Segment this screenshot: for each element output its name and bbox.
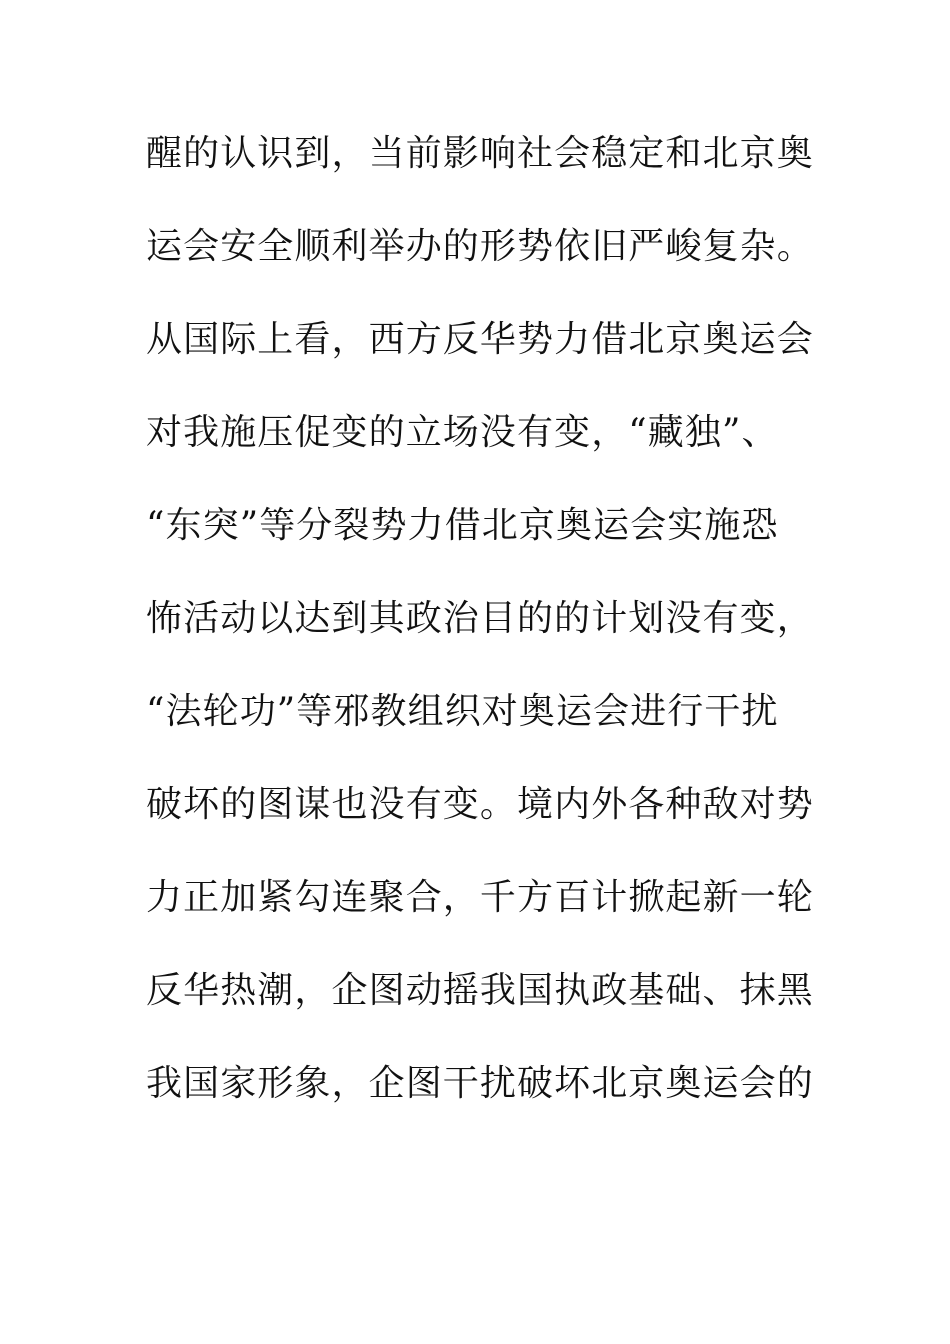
text-line: 醒的认识到，当前影响社会稳定和北京奥 xyxy=(146,133,814,174)
text-line: 反华热潮，企图动摇我国执政基础、抹黑 xyxy=(146,970,814,1011)
text-line: “东突”等分裂势力借北京奥运会实施恐 xyxy=(146,505,779,546)
text-line: 怖活动以达到其政治目的的计划没有变， xyxy=(146,598,814,639)
text-line: 破坏的图谋也没有变。境内外各种敌对势 xyxy=(146,784,814,825)
text-line: 从国际上看，西方反华势力借北京奥运会 xyxy=(146,319,814,360)
text-line: 对我施压促变的立场没有变，“藏独”、 xyxy=(146,412,779,453)
text-line: 力正加紧勾连聚合，千方百计掀起新一轮 xyxy=(146,877,814,918)
text-line: “法轮功”等邪教组织对奥运会进行干扰 xyxy=(146,691,779,732)
text-line: 运会安全顺利举办的形势依旧严峻复杂。 xyxy=(146,226,814,267)
text-line: 我国家形象，企图干扰破坏北京奥运会的 xyxy=(146,1063,814,1104)
body-text xyxy=(146,124,826,1147)
